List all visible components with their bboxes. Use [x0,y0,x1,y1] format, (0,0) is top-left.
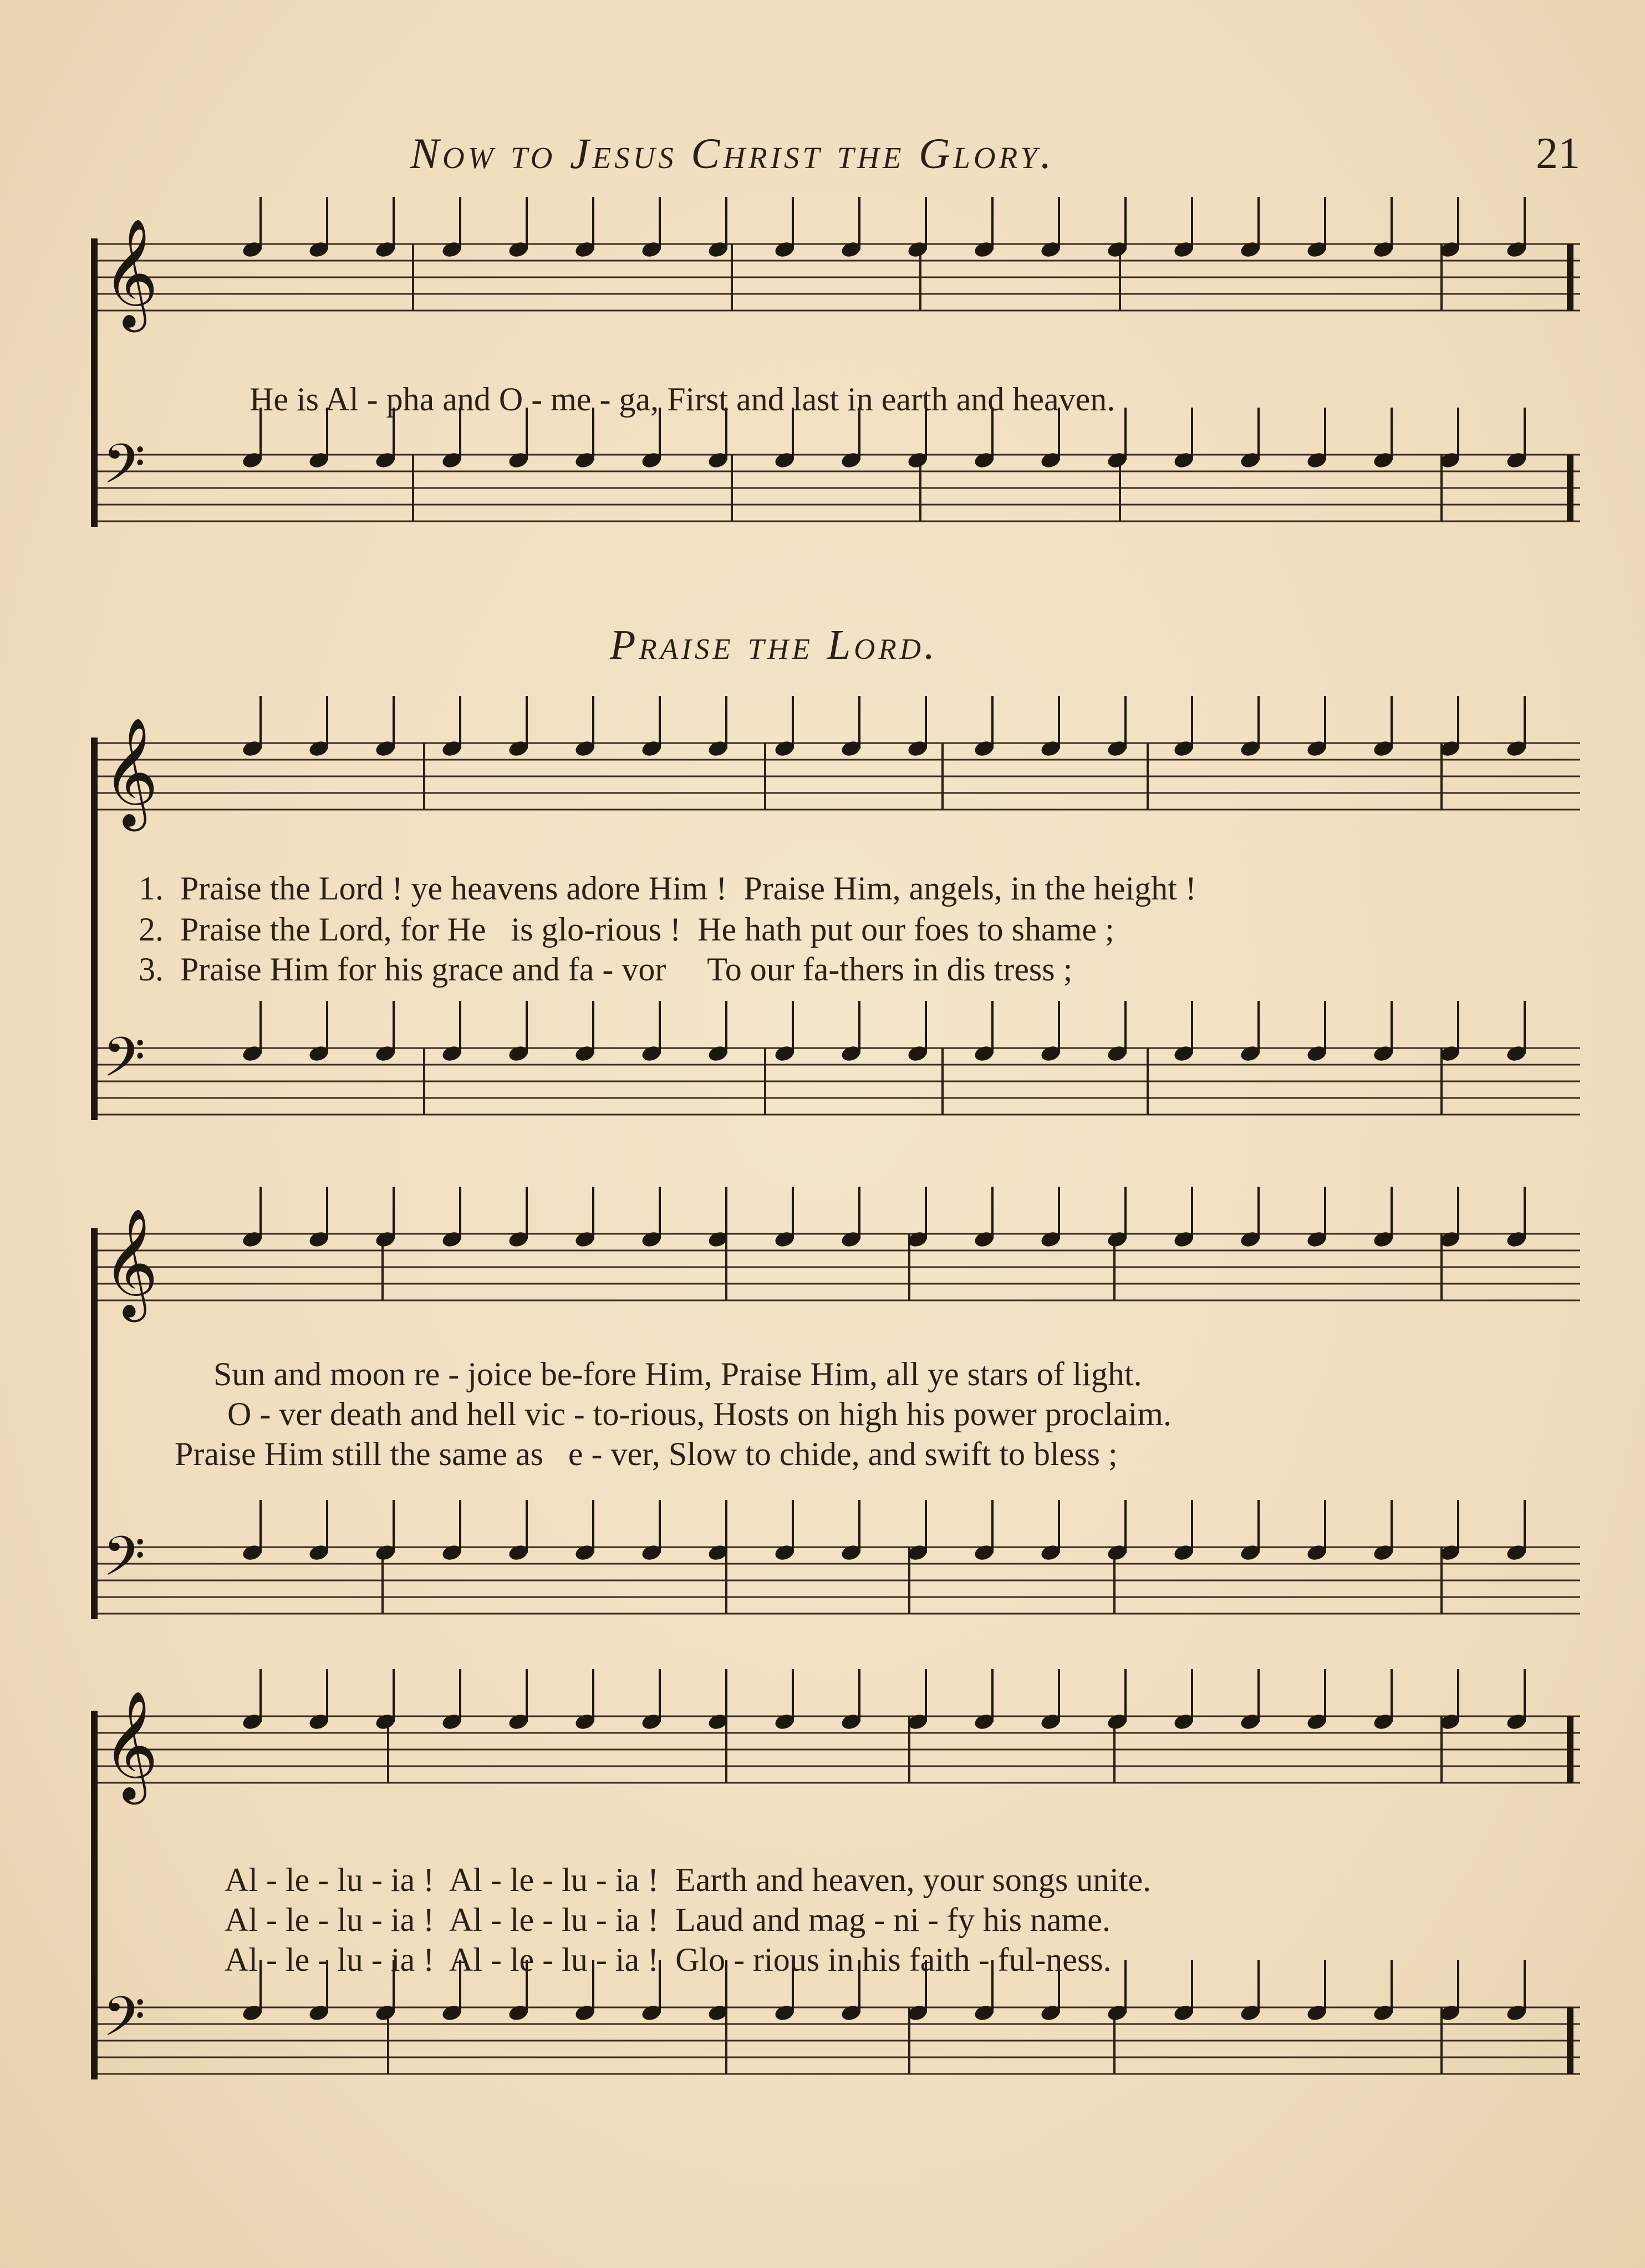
system2-verse-1: Sun and moon re - joice be-fore Him, Praise Him, all ye stars of light. [213,1356,1142,1392]
system3-verse-2: Al - le - lu - ia ! Al - le - lu - ia ! Laud and mag - ni - fy his name. [225,1901,1111,1938]
page-number: 21 [1536,129,1580,178]
hymn-title: Praise the Lord. [610,622,939,668]
bass-clef-icon: 𝄢 [103,1525,146,1602]
hymn1-lyrics: He is Al - pha and O - me - ga, First and last in earth and heaven. [249,381,1116,418]
system1-verse-1: 1. Praise the Lord ! ye heavens adore Him ! Praise Him, angels, in the height ! [139,870,1196,907]
system3-verse-3: Al - le - lu - ia ! Al - le - lu - ia ! Glo - rious in his faith - ful-ness. [225,1941,1112,1978]
treble-clef-icon: 𝄞 [103,1208,159,1318]
running-title: Now to Jesus Christ the Glory. [410,129,1055,177]
system2-verse-2: O - ver death and hell vic - to-rious, Hosts on high his power proclaim. [227,1396,1172,1432]
treble-clef-icon: 𝄞 [103,218,159,328]
bass-clef-icon: 𝄢 [103,1026,146,1103]
bass-clef-icon: 𝄢 [103,1985,146,2062]
bass-clef-icon: 𝄢 [103,433,146,510]
system3-verse-1: Al - le - lu - ia ! Al - le - lu - ia ! Earth and heaven, your songs unite. [225,1862,1152,1898]
system1-verse-2: 2. Praise the Lord, for He is glo-rious ! He hath put our foes to shame ; [139,911,1114,948]
treble-clef-icon: 𝄞 [103,717,159,827]
treble-clef-icon: 𝄞 [103,1690,159,1800]
system2-verse-3: Praise Him still the same as e - ver, Slow to chide, and swift to bless ; [175,1436,1118,1472]
system1-verse-3: 3. Praise Him for his grace and fa - vor To our fa-thers in dis tress ; [139,951,1073,988]
